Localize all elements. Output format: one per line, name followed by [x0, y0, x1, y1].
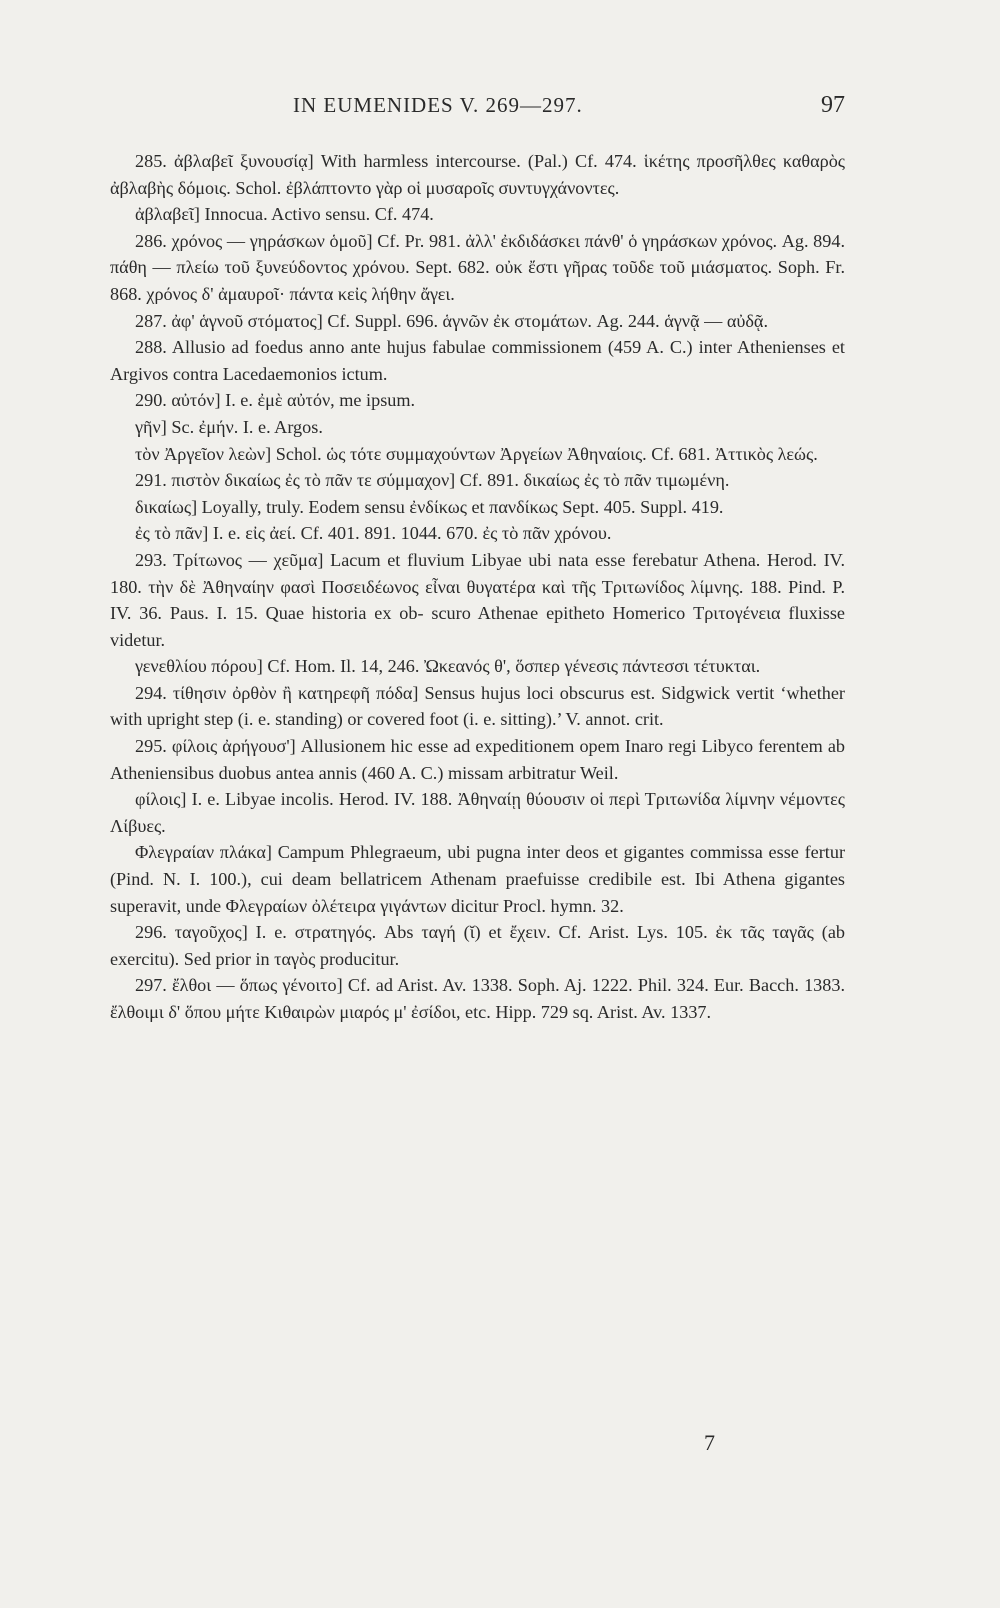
note-paragraph: ἀβλαβεῖ] Innocua. Activo sensu. Cf. 474. — [135, 204, 434, 225]
note-paragraph: 285. ἀβλαβεῖ ξυνουσίᾳ] With harmless intercourse. (Pal.) Cf. 474. ἱκέτης προσῆλθες καθαρὸς ἀβλαβὴς δόμοις. Schol. ἐβλάπτοντο γὰρ οἱ μυσαροῖς συντυγχάνοντες. — [110, 151, 845, 198]
note-paragraph: 296. ταγοῦχος] I. e. στρατηγός. Abs ταγή (ῐ) et ἔχειν. Cf. Arist. Lys. 105. ἐκ τᾶς ταγᾶς (ab exercitu). Sed prior in ταγὸς producitur. — [110, 922, 845, 969]
note-paragraph: 297. ἔλθοι — ὅπως γένοιτο] Cf. ad Arist. Av. 1338. Soph. Aj. 1222. Phil. 324. Eur. Bacch. 1383. ἔλθοιμι δ' ὅπου μήτε Κιθαιρὼν μιαρός μ' ἐσίδοι, etc. Hipp. 729 sq. Arist. Av. 1337. — [110, 975, 845, 1022]
page-number: 97 — [821, 92, 845, 118]
note-paragraph: Φλεγραίαν πλάκα] Campum Phlegraeum, ubi pugna inter deos et gigantes commissa esse fertur (Pind. N. I. 100.), cui deam bellatricem Athenam praefuisse credibile est. Ibi Athena gigantes superavit, unde Φλεγραίων ὀλέτειρα γιγάντων dicitur Procl. hymn. 32. — [110, 842, 845, 916]
running-header — [110, 92, 845, 132]
note-paragraph: 286. χρόνος — γηράσκων ὁμοῦ] Cf. Pr. 981. ἀλλ' ἐκδιδάσκει πάνθ' ὁ γηράσκων χρόνος. Ag. 894. πάθη — πλείω τοῦ ξυνεύδοντος χρόνου. Sept. 682. οὐκ ἔστι γῆρας τοῦδε τοῦ μιάσματος. Soph. Fr. 868. χρόνος δ' ἀμαυροῖ· πάντα κεἰς λήθην ἄγει. — [110, 230, 845, 304]
note-paragraph: ἐς τὸ πᾶν] I. e. εἰς ἀεί. Cf. 401. 891. 1044. 670. ἐς τὸ πᾶν χρόνου. — [135, 523, 612, 544]
commentary-body — [110, 148, 845, 1026]
note-paragraph: γενεθλίου πόρου] Cf. Hom. Il. 14, 246. Ὠκεανός θ', ὅσπερ γένεσις πάντεσσι τέτυκται. — [135, 656, 761, 677]
note-paragraph: 295. φίλοις ἀρήγουσ'] Allusionem hic esse ad expeditionem opem Inaro regi Libyco ferentem ab Atheniensibus duobus antea annis (460 A. C.) missam arbitratur Weil. — [110, 736, 845, 783]
note-paragraph: 294. τίθησιν ὀρθὸν ἢ κατηρεφῆ πόδα] Sensus hujus loci obscurus est. Sidgwick vertit ‘whether with upright step (i. e. standing) or covered foot (i. e. sitting).’ V. annot. crit. — [110, 682, 845, 730]
note-paragraph: γῆν] Sc. ἐμήν. I. e. Argos. — [135, 416, 323, 437]
note-paragraph: 293. Τρίτωνος — χεῦμα] Lacum et fluvium Libyae ubi nata esse ferebatur Athena. Herod. IV. 180. τὴν δὲ Ἀθηναίην φασὶ Ποσειδέωνος εἶναι θυγατέρα καὶ τῆς Τριτωνίδος λίμνης. 188. Pind. P. IV. 36. Paus. I. 15. Quae historia ex ob- scuro Athenae epitheto Homerico Τριτογένεια fluxisse videtur. — [110, 549, 845, 650]
note-paragraph: τὸν Ἀργεῖον λεὼν] Schol. ὡς τότε συμμαχούντων Ἀργείων Ἀθηναίοις. Cf. 681. Ἀττικὸς λεώς. — [135, 443, 818, 464]
note-paragraph: 287. ἀφ' ἁγνοῦ στόματος] Cf. Suppl. 696. ἁγνῶν ἐκ στομάτων. Ag. 244. ἁγνᾷ — αὐδᾷ. — [135, 310, 768, 331]
note-paragraph: 290. αὐτόν] I. e. ἐμὲ αὐτόν, me ipsum. — [135, 390, 416, 411]
note-paragraph: 288. Allusio ad foedus anno ante hujus fabulae commissionem (459 A. C.) inter Athenienses et Argivos contra Lacedaemonios ictum. — [110, 337, 845, 384]
note-paragraph: δικαίως] Loyally, truly. Eodem sensu ἐνδίκως et πανδίκως Sept. 405. Suppl. 419. — [135, 496, 724, 517]
signature-mark: 7 — [704, 1430, 715, 1455]
running-title: IN EUMENIDES V. 269—297. — [293, 93, 583, 117]
note-paragraph: φίλοις] I. e. Libyae incolis. Herod. IV. 188. Ἀθηναίῃ θύουσιν οἱ περὶ Τριτωνίδα λίμνην νέμοντες Λίβυες. — [110, 789, 845, 836]
note-paragraph: 291. πιστὸν δικαίως ἐς τὸ πᾶν τε σύμμαχον] Cf. 891. δικαίως ἐς τὸ πᾶν τιμωμένη. — [135, 470, 730, 491]
